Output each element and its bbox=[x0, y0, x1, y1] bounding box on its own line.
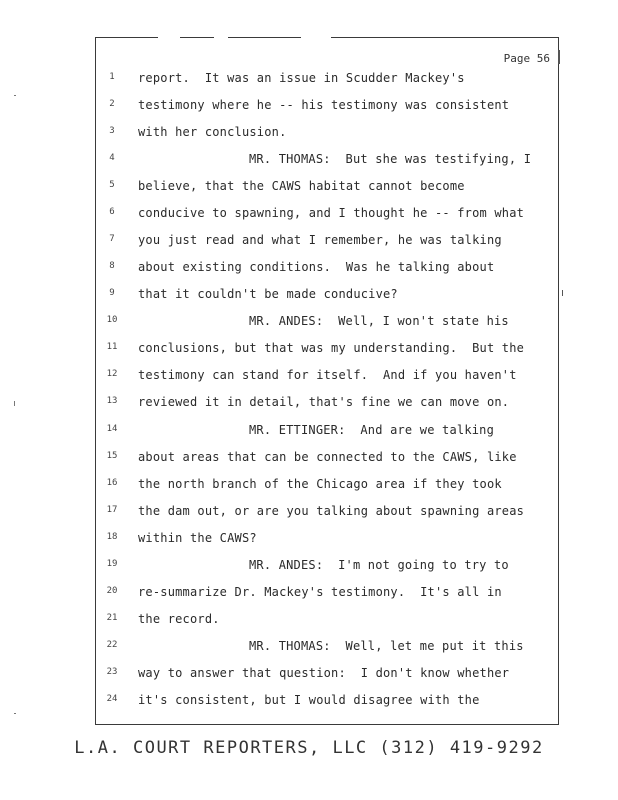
scan-gap bbox=[301, 36, 331, 39]
scan-gap bbox=[214, 36, 228, 39]
line-number: 15 bbox=[106, 450, 118, 461]
transcript-line: conducive to spawning, and I thought he -- from what bbox=[138, 206, 525, 221]
line-number: 7 bbox=[109, 234, 115, 245]
binding-mark bbox=[558, 50, 560, 64]
transcript-line: the dam out, or are you talking about spawning areas bbox=[138, 503, 525, 518]
line-number: 12 bbox=[106, 369, 118, 380]
transcript-line: re-summarize Dr. Mackey's testimony. It's all in bbox=[138, 584, 502, 599]
line-number: 22 bbox=[106, 639, 118, 650]
transcript-line: MR. ANDES: Well, I won't state his bbox=[249, 314, 509, 329]
transcript-line: the record. bbox=[138, 611, 220, 626]
line-number: 3 bbox=[109, 126, 115, 137]
reporter-footer: L.A. COURT REPORTERS, LLC (312) 419-9292 bbox=[74, 738, 544, 758]
line-number: 24 bbox=[106, 693, 118, 704]
line-number: 10 bbox=[106, 315, 118, 326]
scan-speck bbox=[14, 95, 16, 96]
line-number: 19 bbox=[106, 558, 118, 569]
scan-speck bbox=[14, 401, 15, 406]
page-number: Page 56 bbox=[503, 52, 550, 65]
transcript-line: it's consistent, but I would disagree with the bbox=[138, 692, 480, 707]
transcript-line: about areas that can be connected to the CAWS, like bbox=[138, 449, 517, 464]
line-number: 21 bbox=[106, 612, 118, 623]
transcript-line: believe, that the CAWS habitat cannot become bbox=[138, 179, 465, 194]
transcript-line: MR. THOMAS: Well, let me put it this bbox=[249, 638, 524, 653]
transcript-line: testimony where he -- his testimony was consistent bbox=[138, 98, 510, 113]
line-number: 23 bbox=[106, 666, 118, 677]
transcript-line: you just read and what I remember, he was talking bbox=[138, 233, 502, 248]
line-number: 5 bbox=[109, 180, 115, 191]
transcript-line: about existing conditions. Was he talking about bbox=[138, 260, 495, 275]
binding-mark bbox=[562, 290, 563, 296]
transcript-line: conclusions, but that was my understanding. But the bbox=[138, 341, 525, 356]
line-number: 20 bbox=[106, 585, 118, 596]
line-number: 8 bbox=[109, 261, 115, 272]
line-number: 6 bbox=[109, 207, 115, 218]
transcript-line: MR. THOMAS: But she was testifying, I bbox=[249, 152, 532, 167]
line-number: 14 bbox=[106, 423, 118, 434]
transcript-line: testimony can stand for itself. And if you haven't bbox=[138, 368, 517, 383]
transcript-line: that it couldn't be made conducive? bbox=[138, 287, 398, 302]
transcript-line: way to answer that question: I don't know whether bbox=[138, 665, 510, 680]
transcript-line: MR. ANDES: I'm not going to try to bbox=[249, 557, 509, 572]
line-number: 13 bbox=[106, 396, 118, 407]
transcript-line: MR. ETTINGER: And are we talking bbox=[249, 422, 495, 437]
line-number: 17 bbox=[106, 504, 118, 515]
line-number: 16 bbox=[106, 477, 118, 488]
scan-speck bbox=[14, 713, 16, 714]
line-number: 18 bbox=[106, 531, 118, 542]
transcript-line: within the CAWS? bbox=[138, 530, 257, 545]
line-number: 4 bbox=[109, 153, 115, 164]
line-number: 11 bbox=[106, 342, 118, 353]
line-number: 1 bbox=[109, 72, 115, 82]
transcript-line: report. It was an issue in Scudder Mackey's bbox=[138, 71, 465, 85]
transcript-line: with her conclusion. bbox=[138, 125, 287, 140]
line-number: 9 bbox=[109, 288, 115, 299]
transcript-line: reviewed it in detail, that's fine we can move on. bbox=[138, 395, 510, 410]
line-number: 2 bbox=[109, 99, 115, 110]
transcript-line: the north branch of the Chicago area if they took bbox=[138, 476, 502, 491]
scan-gap bbox=[158, 36, 180, 39]
